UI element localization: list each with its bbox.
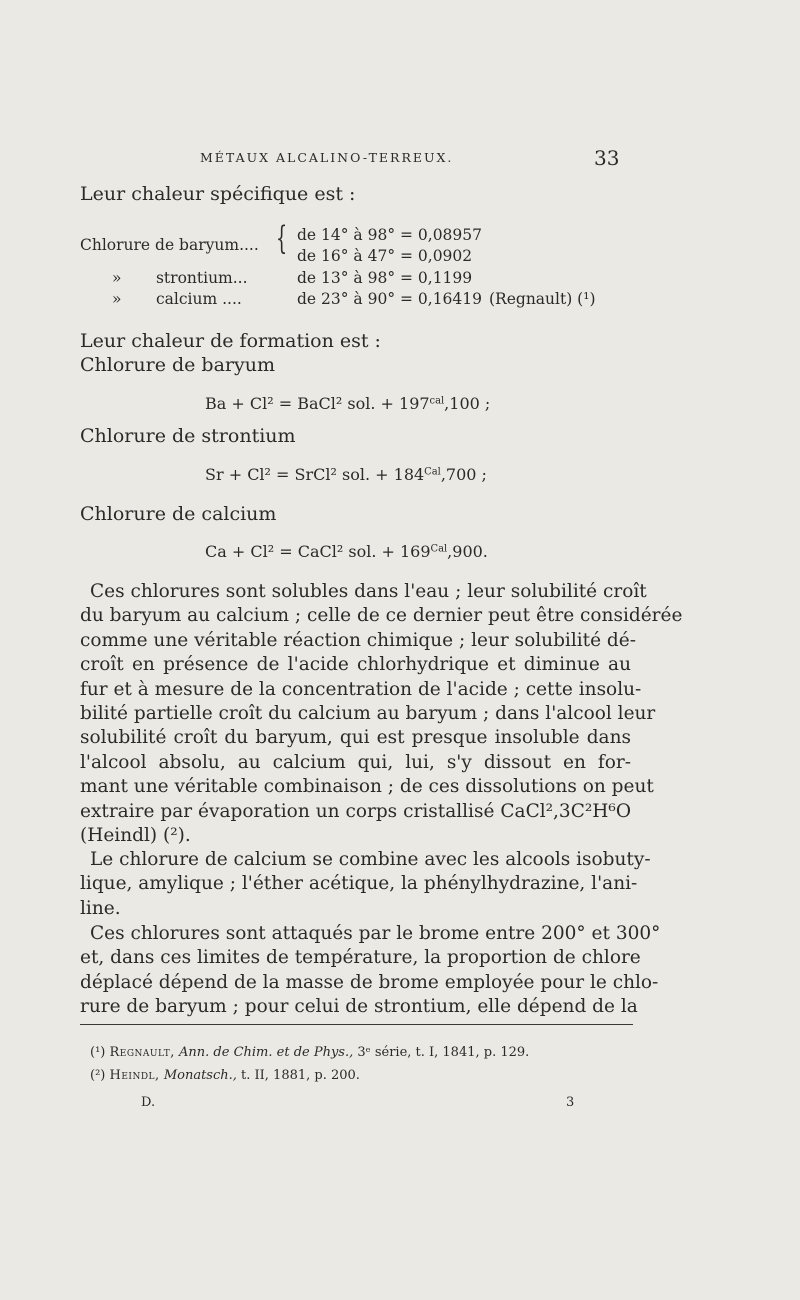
footnote-journal: Ann. de Chim. et de Phys., — [179, 1045, 354, 1060]
formula-calcium — [205, 542, 488, 561]
formula-unit: cal — [429, 395, 445, 407]
footnote-author: Regnault, — [109, 1045, 175, 1060]
running-title: MÉTAUX ALCALINO-TERREUX. — [200, 150, 454, 165]
text-line: line. — [80, 897, 121, 919]
text-line: rure de baryum ; pour celui de strontium, elle dépend de la — [80, 996, 638, 1018]
text-line: solubilité croît du baryum, qui est presque insoluble dans — [80, 727, 631, 749]
footnote-author: Heindl, — [109, 1068, 160, 1083]
text-line: fur et à mesure de la concentration de l'acide ; cette insolu- — [80, 678, 642, 700]
formula-decimal: ,100 ; — [444, 394, 491, 413]
formula-decimal: ,900. — [447, 542, 488, 561]
footnote-divider — [80, 1024, 633, 1025]
paragraph-bromine — [80, 922, 661, 1020]
specific-heat-intro: Leur chaleur spécifique est : — [80, 183, 356, 205]
footnote-journal: Monatsch., — [163, 1068, 237, 1083]
paragraph-alcohols — [80, 848, 651, 921]
text-line: l'alcool absolu, au calcium qui, lui, s'y dissout en for- — [80, 751, 631, 773]
formula-decimal: ,700 ; — [440, 465, 487, 484]
row-label-calcium: » calcium .... — [112, 290, 242, 308]
brace-symbol: { — [276, 219, 288, 257]
formula-text: Sr + Cl² = SrCl² sol. + 184 — [205, 465, 425, 484]
text-line: du baryum au calcium ; celle de ce dernier peut être considérée — [80, 605, 683, 627]
row-label-baryum: Chlorure de baryum.... — [80, 236, 259, 254]
footnote-2 — [90, 1068, 360, 1083]
text-line: croît en présence de l'acide chlorhydrique et diminue au — [80, 654, 631, 676]
footnote-mark: (¹) — [90, 1045, 106, 1060]
footnote-mark: (²) — [90, 1068, 106, 1083]
formula-text: Ba + Cl² = BaCl² sol. + 197 — [205, 394, 430, 413]
formula-text: Ca + Cl² = CaCl² sol. + 169 — [205, 542, 431, 561]
text-line: Ces chlorures sont attaqués par le brome entre 200° et 300° — [90, 923, 661, 944]
text-line: Le chlorure de calcium se combine avec les alcools isobuty- — [90, 849, 651, 870]
text-line: (Heindl) (²). — [80, 824, 191, 846]
sheet-number: 3 — [566, 1095, 575, 1110]
footnote-1 — [90, 1045, 529, 1060]
text-line: extraire par évaporation un corps cristallisé CaCl²,3C²H⁶O — [80, 800, 631, 822]
text-line: mant une véritable combinaison ; de ces dissolutions on peut — [80, 776, 654, 798]
text-line: comme une véritable réaction chimique ; leur solubilité dé- — [80, 629, 636, 651]
page-number: 33 — [594, 146, 620, 170]
text-line: déplacé dépend de la masse de brome employée pour le chlo- — [80, 971, 659, 993]
formula-unit: Cal — [424, 466, 441, 478]
footnote-ref: 3ᵉ série, t. I, 1841, p. 129. — [357, 1045, 530, 1060]
row-label-strontium: » strontium... — [112, 269, 248, 287]
formula-strontium — [205, 465, 487, 484]
compound-name-calcium: Chlorure de calcium — [80, 503, 277, 525]
row-value-calcium: de 23° à 90° = 0,16419 — [297, 290, 483, 308]
text-line: lique, amylique ; l'éther acétique, la phénylhydrazine, l'ani- — [80, 873, 638, 895]
text-line: bilité partielle croît du calcium au baryum ; dans l'alcool leur — [80, 702, 656, 724]
compound-name-baryum: Chlorure de baryum — [80, 354, 275, 376]
text-line: et, dans ces limites de température, la proportion de chlore — [80, 947, 641, 969]
formation-heat-intro: Leur chaleur de formation est : — [80, 330, 381, 352]
footnote-ref: t. II, 1881, p. 200. — [241, 1068, 360, 1083]
formula-unit: Cal — [430, 543, 448, 555]
row-value-baryum-2: de 16° à 47° = 0,0902 — [297, 247, 473, 265]
row-value-strontium: de 13° à 98° = 0,1199 — [297, 269, 473, 287]
printer-signature: D. — [141, 1095, 156, 1110]
formula-baryum — [205, 394, 490, 413]
row-value-baryum-1: de 14° à 98° = 0,08957 — [297, 226, 483, 244]
compound-name-strontium: Chlorure de strontium — [80, 425, 296, 447]
text-line: Ces chlorures sont solubles dans l'eau ; leur solubilité croît — [90, 581, 647, 602]
source-citation: (Regnault) (¹) — [489, 290, 596, 308]
paragraph-solubility — [80, 580, 683, 848]
